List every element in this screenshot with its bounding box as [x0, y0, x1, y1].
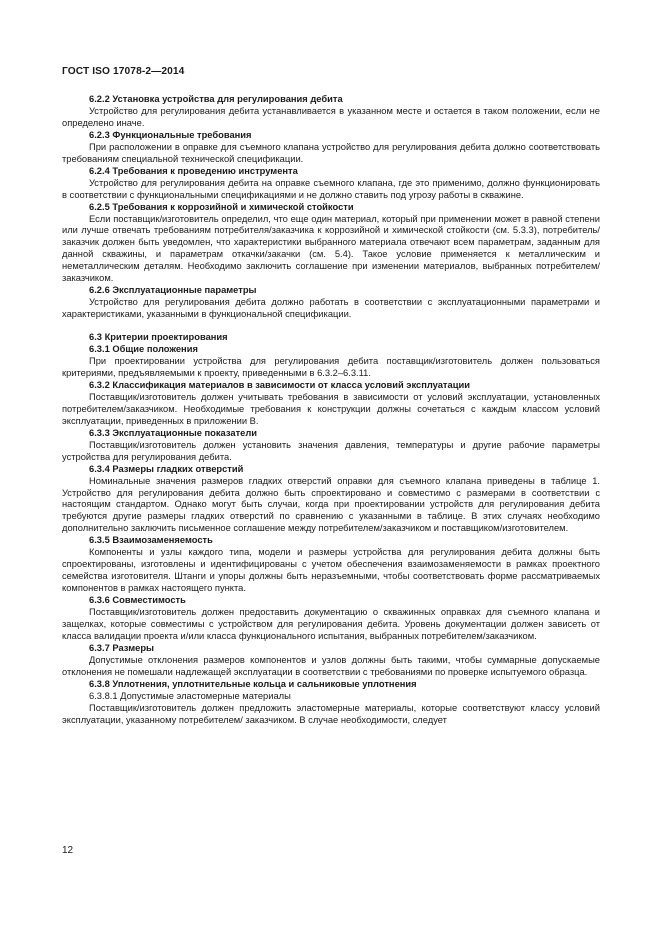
paragraph: При проектировании устройства для регулирования дебита поставщик/изготовитель должен пользоваться критериями, предъявляемыми к проекту, приведенными в 6.3.2–6.3.11. — [62, 356, 600, 378]
paragraph: Поставщик/изготовитель должен предоставить документацию о скважинных оправках для съемного клапана и защелках, которые совместимы с устройством для регулирования дебита. Уровень документации должен зависеть от класса валидации проекта и/или класса функционального испытания, выбранных потребителем/заказчиком. — [62, 607, 600, 641]
paragraph: Поставщик/изготовитель должен установить значения давления, температуры и другие рабочие параметры устройства для регулирования дебита. — [62, 439, 600, 462]
paragraph: Устройство для регулирования дебита устанавливается в указанном месте и остается в таком положении, если не определено иначе. — [62, 105, 600, 128]
section-heading: 6.2.4 Требования к проведению инструмента — [89, 165, 298, 176]
section-heading: 6.3.1 Общие положения — [89, 344, 198, 355]
section-heading: 6.2.6 Эксплуатационные параметры — [89, 285, 257, 296]
section-heading: 6.3.7 Размеры — [89, 642, 155, 653]
section-heading: 6.3 Критерии проектирования — [89, 332, 228, 343]
section-heading: 6.2.3 Функциональные требования — [89, 129, 252, 140]
section-heading: 6.3.4 Размеры гладких отверстий — [89, 463, 244, 474]
document-body — [62, 94, 600, 727]
section-heading: 6.3.8 Уплотнения, уплотнительные кольца и сальниковые уплотнения — [89, 678, 417, 689]
paragraph: При расположении в оправке для съемного клапана устройство для регулирования дебита должно соответствовать требованиям специальной технической спецификации. — [62, 141, 600, 164]
paragraph: Устройство для регулирования дебита на оправке съемного клапана, где это применимо, должно функционировать в соответствии с функциональными спецификациями и не должно ставить под угрозу работы в скважине. — [62, 177, 600, 200]
section-heading: 6.3.2 Классификация материалов в зависимости от класса условий эксплуатации — [89, 379, 470, 390]
section-heading: 6.2.2 Установка устройства для регулирования дебита — [89, 94, 343, 104]
paragraph: Устройство для регулирования дебита должно работать в соответствии с эксплуатационными параметрами и характеристиками, указанными в функциональной спецификации. — [62, 297, 600, 320]
section-heading: 6.3.6 Совместимость — [89, 595, 186, 606]
subsection-heading: 6.3.8.1 Допустимые эластомерные материалы — [89, 690, 291, 701]
paragraph: Допустимые отклонения размеров компонентов и узлов должны быть такими, чтобы суммарные допускаемые отклонения не помешали надлежащей эксплуатации в соответствии с требованиями по проверке испытуемого образца. — [62, 654, 600, 677]
paragraph: Поставщик/изготовитель должен учитывать требования в зависимости от условий эксплуатации, установленных потребителем/заказчиком. Необходимые требования к конструкции должны сочетаться с каждым классом условий эксплуатации, приведенных в приложении В. — [62, 391, 600, 426]
section-heading: 6.3.5 Взаимозаменяемость — [89, 535, 213, 546]
section-heading: 6.3.3 Эксплуатационные показатели — [89, 427, 258, 438]
paragraph: Компоненты и узлы каждого типа, модели и размеры устройства для регулирования дебита должны быть спроектированы, изготовлены и идентифицированы с учетом обеспечения взаимозаменяемости в рамках проектного семейства изготовителя. Штанги и упоры должны быть неразъемными, чтобы соответствовать форме рассматриваемых компонентов в рамках настоящего пункта. — [62, 547, 600, 594]
paragraph: Номинальные значения размеров гладких отверстий оправки для съемного клапана приведены в таблице 1. Устройство для регулирования дебита должно быть спроектировано и совместимо с размерами в соответствии с настоящим стандартом. Однако могут быть случаи, когда при проектировании устройств для регулирования дебита требуются другие размеры гладких отверстий по сравнению с указанными в таблице. В этих случаях необходимо дополнительно заключить письменное соглашение между потребителем/заказчиком и поставщиком/изготовителем. — [62, 475, 600, 534]
document-header: ГОСТ ISO 17078-2—2014 — [62, 66, 185, 77]
paragraph: Если поставщик/изготовитель определил, что еще один материал, который при применении может в равной степени или лучше отвечать требованиям потребителя/заказчика к коррозийной и химической стойкости (см. 5.3.3), потребитель/заказчик должен быть уведомлен, что характеристики выбранного материала отвечают всем параметрам, заданным для данной скважины, и параметрам откачки/закачки (см. 5.4). Такое условие применяется к металлическим и неметаллическим деталям. Необходимо заключить соглашение при изменении материалов, выбранных потребителем/заказчиком. — [62, 213, 600, 284]
section-heading: 6.2.5 Требования к коррозийной и химической стойкости — [89, 201, 354, 212]
paragraph: Поставщик/изготовитель должен предложить эластомерные материалы, которые соответствуют классу условий эксплуатации, указанному потребителем/ заказчиком. В случае необходимости, следует — [62, 702, 600, 725]
page-number: 12 — [62, 845, 74, 856]
